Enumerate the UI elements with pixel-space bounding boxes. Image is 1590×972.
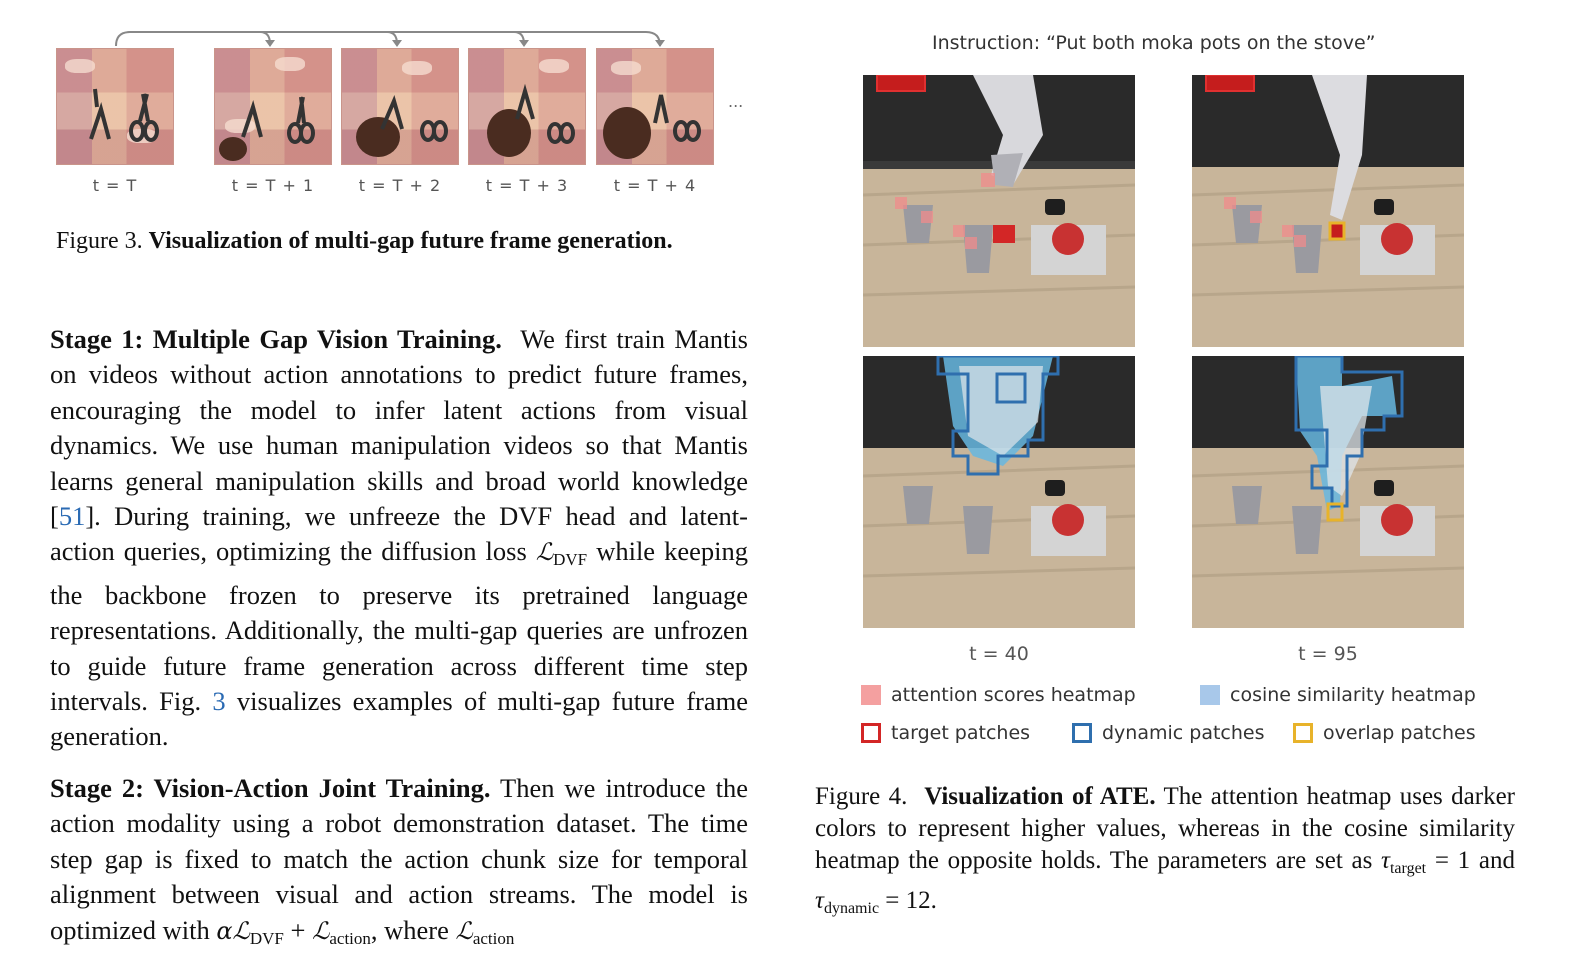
text-run: visualizes examples of multi-gap future frame generation.	[50, 686, 748, 752]
frame-t0	[56, 48, 174, 165]
frame-t4	[596, 48, 714, 165]
swatch-blue-fill	[1200, 685, 1220, 705]
frame-label: t = T + 3	[485, 176, 569, 195]
paragraph-stage-2	[50, 771, 748, 956]
scene-image	[863, 356, 1135, 628]
figure-3-caption	[56, 228, 756, 255]
figure-4-caption	[815, 781, 1515, 925]
legend-label: cosine similarity heatmap	[1230, 684, 1476, 706]
figure-link[interactable]: 3	[212, 686, 226, 717]
scene-image	[863, 75, 1135, 347]
panel-cosine-t95	[1192, 356, 1464, 628]
frame-label: t = T + 2	[358, 176, 442, 195]
math-symbol: αℒ	[216, 916, 250, 945]
text-run: , where	[370, 914, 456, 945]
text-run: +	[283, 914, 313, 945]
math-subscript: action	[329, 928, 371, 948]
legend-cosine	[1200, 684, 1476, 706]
frame-t2	[341, 48, 459, 165]
scene-image	[1192, 75, 1464, 347]
body-text	[50, 322, 748, 972]
swatch-red-fill	[861, 685, 881, 705]
paragraph-stage-1	[50, 322, 748, 755]
frame-t3	[468, 48, 586, 165]
citation-link[interactable]: 51	[58, 501, 86, 532]
legend-target	[861, 722, 1030, 744]
frame-label: t = T + 1	[231, 176, 315, 195]
frame-label: t = T + 4	[613, 176, 697, 195]
text-run: ]. During training, we unfreeze the DVF head and latent-action queries, optimizing the diffusion loss	[50, 501, 748, 567]
math-subscript: DVF	[553, 550, 588, 570]
math-symbol: ℒ	[455, 916, 473, 945]
paragraph-title: Stage 2: Vision-Action Joint Training.	[50, 772, 491, 803]
scene-image	[1192, 356, 1464, 628]
caption-prefix: Figure 3.	[56, 228, 143, 254]
instruction-text: Instruction: “Put both moka pots on the stove”	[932, 32, 1376, 54]
caption-text: = 1 and	[1426, 847, 1515, 874]
math-subscript: action	[472, 928, 515, 948]
legend-attention	[861, 684, 1136, 706]
caption-text: = 12.	[879, 887, 937, 914]
legend-overlap	[1293, 722, 1476, 744]
legend-label: dynamic patches	[1102, 722, 1265, 744]
swatch-yellow-box	[1293, 723, 1313, 743]
caption-title: Visualization of ATE.	[924, 783, 1156, 810]
swatch-red-box	[861, 723, 881, 743]
math-symbol: ℒ	[312, 916, 330, 945]
math-symbol: τ	[1381, 847, 1390, 874]
panel-attention-t40	[863, 75, 1135, 347]
swatch-blue-box	[1072, 723, 1092, 743]
text-run: while keeping the backbone frozen to preserve its pretrained language representations. Additionally, the multi-gap queries are unfrozen to guide future frame generation across different time step intervals. Fig.	[50, 536, 748, 717]
text-run: Then we introduce the action modality using a robot demonstration dataset. The time step gap is fixed to match the action chunk size for temporal alignment between visual and action streams. The model is optimized with	[50, 772, 749, 945]
caption-prefix: Figure 4.	[815, 783, 908, 810]
math-symbol: ℒ	[535, 538, 554, 567]
legend-label: attention scores heatmap	[891, 684, 1136, 706]
math-symbol: τ	[815, 887, 824, 914]
frames-ellipsis: ...	[728, 92, 744, 111]
panel-label-t40: t = 40	[969, 643, 1029, 665]
math-subscript: dynamic	[823, 900, 880, 917]
paragraph-title: Stage 1: Multiple Gap Vision Training.	[50, 324, 502, 354]
frame-label: t = T	[92, 176, 138, 195]
caption-text: The attention heatmap uses darker colors to represent higher values, whereas in the cosine similarity heatmap the opposite holds. The parameters are set as	[815, 783, 1515, 874]
text-run: We first train Mantis on videos without action annotations to predict future frames, encouraging the model to infer latent actions from visual dynamics. We use human manipulation videos so that Mantis learns general manipulation skills and broad world knowledge [	[50, 324, 748, 532]
panel-cosine-t40	[863, 356, 1135, 628]
math-subscript: target	[1389, 860, 1427, 877]
math-subscript: DVF	[249, 928, 284, 948]
figure-3	[56, 26, 756, 256]
panel-label-t95: t = 95	[1298, 643, 1358, 665]
legend-label: target patches	[891, 722, 1031, 744]
legend-label: overlap patches	[1323, 722, 1476, 744]
caption-title: Visualization of multi-gap future frame generation.	[148, 228, 673, 254]
legend-dynamic	[1072, 722, 1265, 744]
panel-attention-t95	[1192, 75, 1464, 347]
frame-t1	[214, 48, 332, 165]
